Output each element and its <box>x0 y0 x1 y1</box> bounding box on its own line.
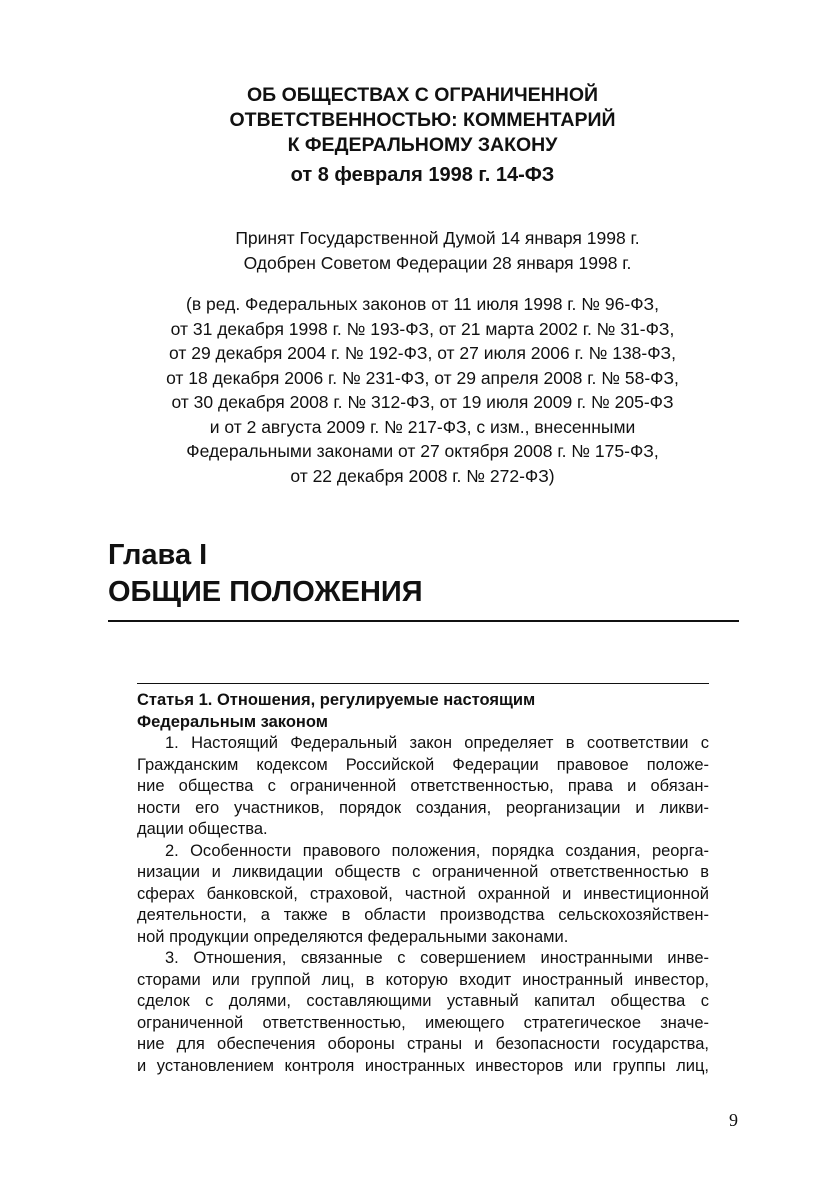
amendment-line: от 30 декабря 2008 г. № 312-ФЗ, от 19 июля 2009 г. № 205-ФЗ <box>171 392 674 412</box>
amendment-line: Федеральными законами от 27 октября 2008 г. № 175-ФЗ, <box>186 441 659 461</box>
chapter-title: ОБЩИЕ ПОЛОЖЕНИЯ <box>108 576 423 608</box>
document-title <box>0 83 827 158</box>
paragraph-1 <box>137 733 709 841</box>
paragraph-2 <box>137 841 709 949</box>
text-line: ограниченной ответственностью, имеющего стратегическое значе- <box>137 1013 709 1032</box>
text-line: сделок с долями, составляющими уставный капитал общества с <box>137 992 709 1010</box>
adoption-block <box>0 226 827 276</box>
text-line: сферах банковской, страховой, частной охранной и инвестиционной <box>137 884 709 903</box>
chapter-divider <box>108 620 739 622</box>
text-line: ние для обеспечения обороны страны и безопасности государства, <box>137 1035 709 1053</box>
title-line: ОТВЕТСТВЕННОСТЬЮ: КОММЕНТАРИЙ <box>229 109 616 131</box>
amendment-line: и от 2 августа 2009 г. № 217-ФЗ, с изм., внесенными <box>209 416 636 437</box>
text-line: деятельности, а также в области производства сельскохозяйствен- <box>137 906 709 924</box>
page-number: 9 <box>729 1110 738 1130</box>
amendments-block <box>0 292 827 488</box>
paragraph-3 <box>137 948 709 1077</box>
article-title-line: Федеральным законом <box>137 712 328 731</box>
article-title <box>137 690 709 733</box>
chapter-heading <box>108 537 423 611</box>
text-line: ности его участников, порядок создания, реорганизации и ликви- <box>137 798 709 817</box>
text-line: 2. Особенности правового положения, порядка создания, реорга- <box>165 841 709 860</box>
title-line: ОБ ОБЩЕСТВАХ С ОГРАНИЧЕННОЙ <box>246 84 599 106</box>
text-line: Гражданским кодексом Российской Федерации правовое положе- <box>137 755 709 774</box>
law-date: от 8 февраля 1998 г. 14-ФЗ <box>290 164 555 186</box>
text-line: дации общества. <box>137 820 268 838</box>
amendment-line: от 18 декабря 2006 г. № 231-ФЗ, от 29 апреля 2008 г. № 58-ФЗ, <box>166 367 679 388</box>
adoption-line: Одобрен Советом Федерации 28 января 1998 г. <box>243 253 632 273</box>
text-line: ние общества с ограниченной ответственностью, права и обязан- <box>137 777 709 795</box>
text-line: ной продукции определяются федеральными законами. <box>137 927 569 946</box>
amendment-line: от 22 декабря 2008 г. № 272-ФЗ) <box>290 465 555 486</box>
adoption-line: Принят Государственной Думой 14 января 1998 г. <box>235 228 640 248</box>
text-line: 1. Настоящий Федеральный закон определяет в соответствии с <box>165 734 709 752</box>
article-1 <box>137 690 709 1077</box>
article-divider <box>137 683 709 684</box>
amendment-line: от 29 декабря 2004 г. № 192-ФЗ, от 27 июля 2006 г. № 138-ФЗ, <box>169 343 676 363</box>
text-line: сторами или группой лиц, в которую входит иностранный инвестор, <box>137 970 709 989</box>
text-line: низации и ликвидации обществ с ограниченной ответственностью в <box>137 863 709 881</box>
chapter-number: Глава I <box>108 539 208 571</box>
amendment-line: (в ред. Федеральных законов от 11 июля 1998 г. № 96-ФЗ, <box>186 294 659 314</box>
text-line: 3. Отношения, связанные с совершением иностранными инве- <box>165 949 709 967</box>
title-line: К ФЕДЕРАЛЬНОМУ ЗАКОНУ <box>287 134 558 156</box>
article-title-line: Статья 1. Отношения, регулируемые настоящим <box>137 691 536 709</box>
text-line: и установлением контроля иностранных инвесторов или группы лиц, <box>137 1056 709 1075</box>
amendment-line: от 31 декабря 1998 г. № 193-ФЗ, от 21 марта 2002 г. № 31-ФЗ, <box>170 318 675 339</box>
